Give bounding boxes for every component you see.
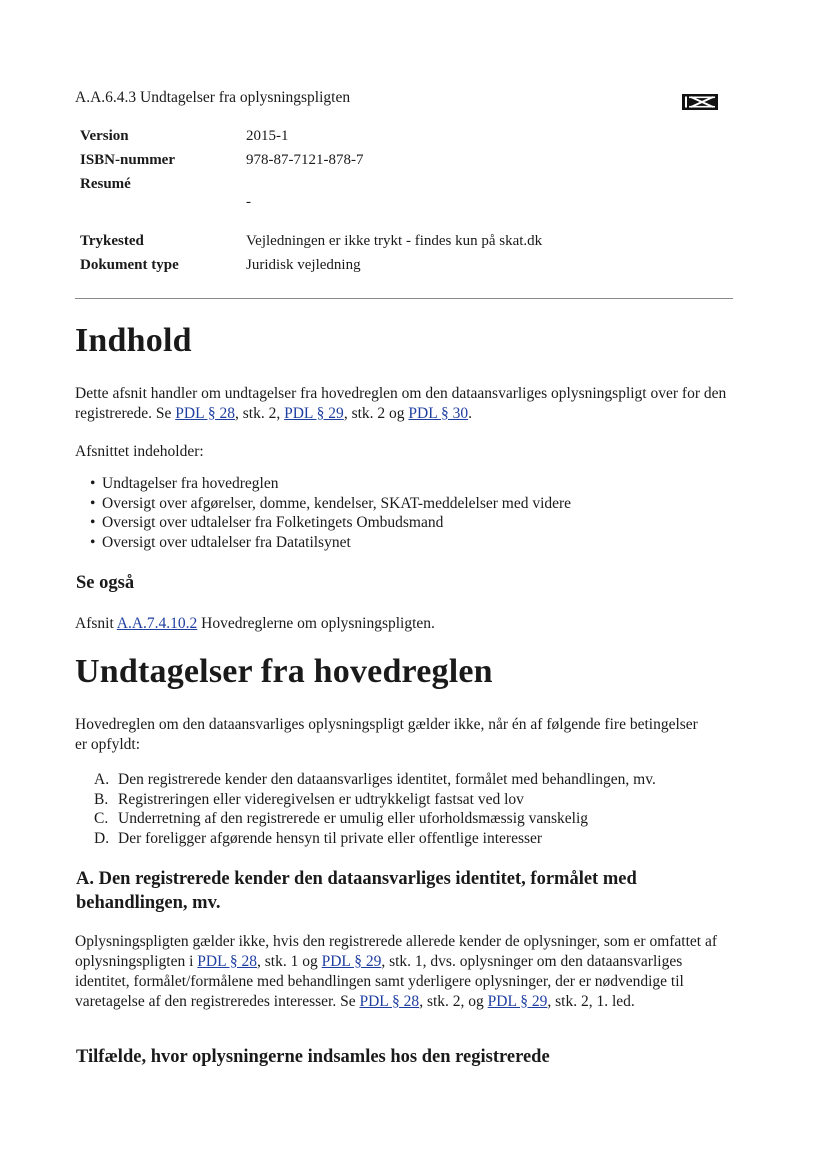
heading-tilfaelde: Tilfælde, hvor oplysningerne indsamles hos den registrerede: [76, 1047, 550, 1067]
link-pdl-28[interactable]: PDL § 28: [175, 405, 235, 422]
list-item: B. Registreringen eller videregivelsen er udtrykkeligt fastsat ved lov: [94, 790, 524, 808]
link-pdl-29[interactable]: PDL § 29: [321, 953, 382, 970]
link-pdl-28[interactable]: PDL § 28: [197, 953, 258, 970]
link-pdl-29[interactable]: PDL § 29: [487, 993, 548, 1010]
meta-key: Version: [80, 128, 129, 144]
heading-section-a: A. Den registrerede kender den dataansvarliges identitet, formålet med behandlingen, mv.: [76, 869, 637, 913]
link-pdl-28[interactable]: PDL § 28: [359, 993, 420, 1010]
heading-indhold: Indhold: [75, 322, 192, 359]
list-item: D. Der foreligger afgørende hensyn til private eller offentlige interesser: [94, 829, 543, 847]
meta-value: 2015-1: [246, 128, 289, 144]
divider: [75, 298, 733, 299]
meta-value: Vejledningen er ikke trykt - findes kun på skat.dk: [246, 233, 543, 249]
indhold-intro: Dette afsnit handler om undtagelser fra hovedreglen om den dataansvarliges oplysningspligt over for den registrerede. Se PDL § 28, stk. 2, PDL § 29, stk. 2 og PDL § 30.: [75, 385, 727, 422]
document-title: A.A.6.4.3 Undtagelser fra oplysningspligten: [75, 89, 351, 106]
meta-key: Dokument type: [80, 257, 179, 273]
list-item: • Oversigt over udtalelser fra Datatilsynet: [102, 533, 571, 553]
list-item: • Undtagelser fra hovedreglen: [102, 474, 571, 494]
meta-value: -: [246, 194, 251, 210]
link-pdl-30[interactable]: PDL § 30: [408, 405, 469, 422]
list-item: • Oversigt over udtalelser fra Folketingets Ombudsmand: [102, 513, 571, 533]
contains-label: Afsnittet indeholder:: [75, 443, 204, 460]
meta-key: ISBN-nummer: [80, 152, 176, 168]
heading-undtagelser: Undtagelser fra hovedreglen: [75, 653, 493, 690]
link-pdl-29[interactable]: PDL § 29: [284, 405, 344, 422]
undtagelser-intro: Hovedreglen om den dataansvarliges oplysningspligt gælder ikke, når én af følgende fire betingelser er opfyldt:: [75, 716, 698, 753]
list-item: A. Den registrerede kender den dataansvarliges identitet, formålet med behandlingen, mv.: [94, 771, 656, 788]
contents-list: [102, 474, 571, 552]
see-also-text: Afsnit A.A.7.4.10.2 Hovedreglerne om oplysningspligten.: [75, 615, 435, 632]
conditions-list: [94, 770, 656, 848]
meta-value: Juridisk vejledning: [246, 257, 361, 273]
meta-key: Trykested: [80, 233, 144, 249]
list-item: • Oversigt over afgørelser, domme, kendelser, SKAT-meddelelser med videre: [102, 494, 571, 514]
meta-key: Resumé: [80, 176, 131, 192]
skat-logo-icon: [682, 94, 718, 110]
meta-value: 978-87-7121-878-7: [246, 152, 364, 168]
heading-se-ogsaa: Se også: [76, 573, 135, 593]
link-aa-7-4-10-2[interactable]: A.A.7.4.10.2: [116, 615, 198, 632]
list-item: C. Underretning af den registrerede er umulig eller uforholdsmæssig vanskelig: [94, 810, 589, 827]
section-a-paragraph: Oplysningspligten gælder ikke, hvis den registrerede allerede kender de oplysninger, som er omfattet af oplysningspligten i PDL § 28, stk. 1 og PDL § 29, stk. 1, dvs. oplysninger om den dataansvarliges identitet, formålet/formålene med behandlingen samt yderligere oplysninger, der er nødvendige til varetagelse af den registreredes interesser. Se PDL § 28, stk. 2, og PDL § 29, stk. 2, 1. led.: [75, 933, 718, 1010]
